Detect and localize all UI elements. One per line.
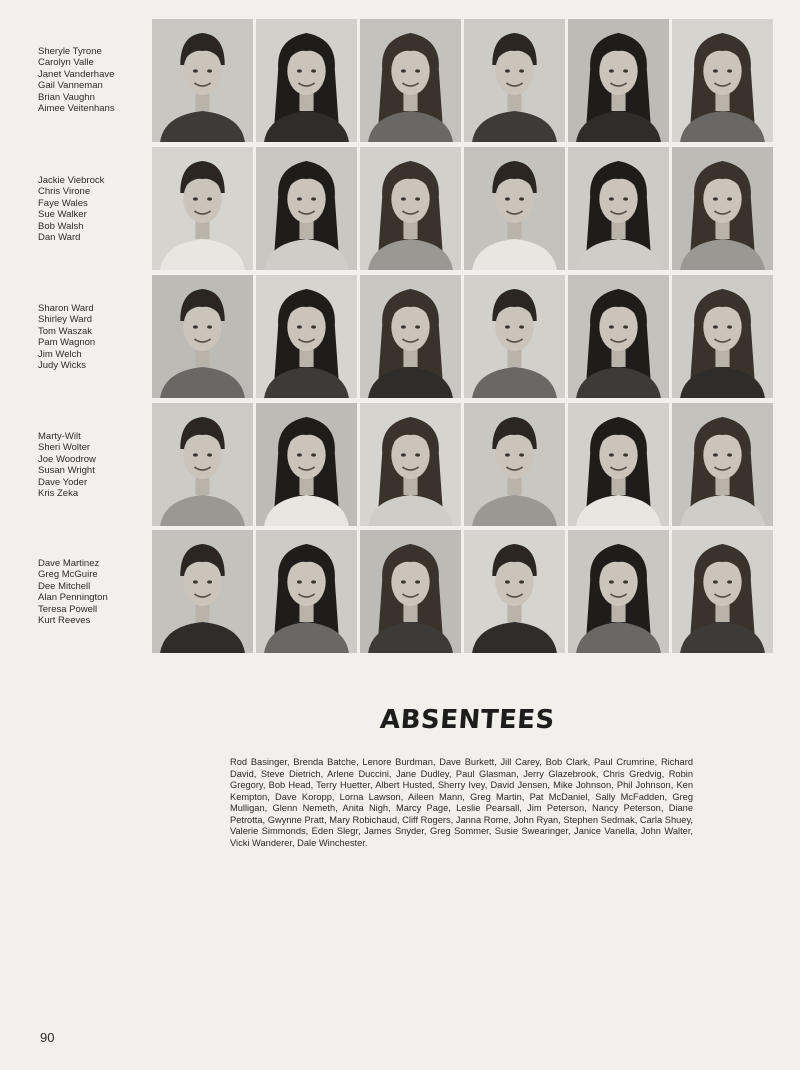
student-portrait xyxy=(152,403,253,526)
student-portrait xyxy=(464,19,565,142)
student-portrait xyxy=(360,19,461,142)
student-portrait xyxy=(256,275,357,398)
student-name: Marty-Wilt xyxy=(38,431,81,442)
absentees-list: Rod Basinger, Brenda Batche, Lenore Burdman, Dave Burkett, Jill Carey, Bob Clark, Paul Crumrine, Richard David, Steve Dietrich, Arlene Duccini, Jane Dudley, Paul Glasman, Jerry Glazebrook, Chris Gredvig, Robin Gregory, Bob Head, Terry Huetter, Albert Husted, Sherry Ivey, David Jensen, Mike Johnson, Phil Johnson, Ken Kempton, Dave Koropp, Lorna Lawson, Aileen Mann, Greg Martin, Pat McDaniel, Sally McFadden, Greg Mulligan, Glenn Nemeth, Anita Nigh, Marcy Page, Leslie Pearsall, Jim Peterson, Nancy Peterson, Diane Petrotta, Gwynne Pratt, Mary Robichaud, Cliff Rogers, Janna Rome, John Ryan, Stephen Sedmak, Carla Shuey, Valerie Simmonds, Eden Slegr, James Snyder, Greg Sommer, Susie Swearinger, Janice Vanella, John Walter, Vicki Wanderer, Dale Winchester. xyxy=(230,757,693,848)
student-name: Gail Vanneman xyxy=(38,80,103,92)
student-portrait xyxy=(256,403,357,526)
row-3-names xyxy=(38,303,148,371)
student-name: Carolyn Valle xyxy=(38,57,94,69)
student-name: Sheryle Tyrone xyxy=(38,46,102,57)
absentees-heading: ABSENTEES xyxy=(378,705,556,735)
student-name: Greg McGuire xyxy=(38,569,98,581)
student-portrait xyxy=(464,275,565,398)
student-name: Shirley Ward xyxy=(38,314,93,326)
student-name: Sue Walker xyxy=(38,209,87,221)
row-4-names xyxy=(38,431,148,499)
student-portrait xyxy=(360,147,461,270)
student-name: Dave Yoder xyxy=(38,476,88,488)
student-name: Tom Waszak xyxy=(38,325,93,337)
row-2-names xyxy=(38,175,148,243)
student-portrait xyxy=(152,19,253,142)
student-portrait xyxy=(256,19,357,142)
student-portrait xyxy=(256,530,357,653)
student-name: Aimee Veitenhans xyxy=(38,103,115,115)
student-name: Jim Welch xyxy=(38,348,82,360)
student-portrait xyxy=(464,147,565,270)
student-portrait xyxy=(360,403,461,526)
student-name: Pam Wagnon xyxy=(38,337,96,349)
student-name: Chris Virone xyxy=(38,186,91,198)
student-portrait xyxy=(464,403,565,526)
student-name: Kris Zeka xyxy=(38,488,79,500)
student-portrait xyxy=(360,275,461,398)
student-portrait xyxy=(672,530,773,653)
student-portrait xyxy=(464,530,565,653)
student-name: Dan Ward xyxy=(38,232,81,244)
student-portrait xyxy=(152,147,253,270)
student-portrait xyxy=(152,275,253,398)
student-name: Sheri Wolter xyxy=(38,442,91,454)
row-1-names xyxy=(38,46,148,114)
student-portrait xyxy=(256,147,357,270)
student-portrait xyxy=(568,19,669,142)
student-name: Dee Mitchell xyxy=(38,580,91,592)
student-portrait xyxy=(568,530,669,653)
student-portrait xyxy=(568,275,669,398)
student-name: Alan Pennington xyxy=(38,592,108,604)
student-name: Bob Walsh xyxy=(38,220,84,232)
student-portrait xyxy=(568,147,669,270)
student-portrait xyxy=(672,275,773,398)
student-portrait xyxy=(360,530,461,653)
student-portrait xyxy=(152,530,253,653)
student-name: Sharon Ward xyxy=(38,303,94,314)
student-name: Judy Wicks xyxy=(38,360,87,372)
student-name: Susan Wright xyxy=(38,465,95,477)
student-name: Kurt Reeves xyxy=(38,615,91,627)
student-portrait xyxy=(672,19,773,142)
student-name: Jackie Viebrock xyxy=(38,175,105,186)
student-portrait xyxy=(672,147,773,270)
student-name: Teresa Powell xyxy=(38,603,98,615)
student-name: Brian Vaughn xyxy=(38,91,95,103)
student-name: Joe Woodrow xyxy=(38,453,96,465)
student-name: Janet Vanderhave xyxy=(38,68,115,80)
row-5-names xyxy=(38,558,148,626)
student-name: Faye Wales xyxy=(38,197,88,209)
page-number: 90 xyxy=(40,1030,55,1045)
student-portrait xyxy=(672,403,773,526)
student-portrait xyxy=(568,403,669,526)
student-name: Dave Martinez xyxy=(38,558,100,569)
